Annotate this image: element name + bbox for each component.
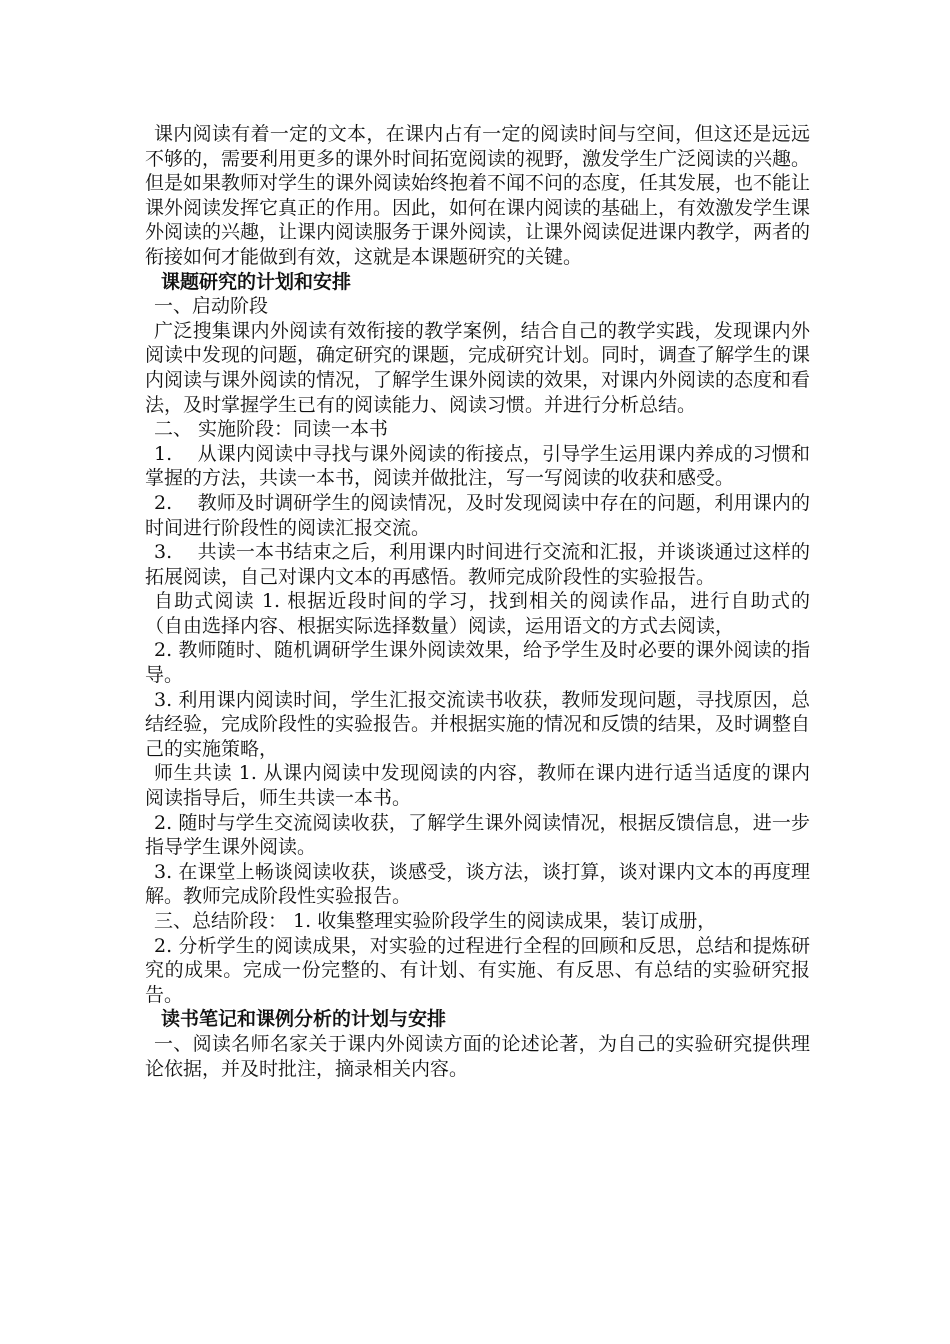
section-heading-research-plan: 课题研究的计划和安排: [161, 270, 352, 293]
stage-two-title: 二、 实施阶段：同读一本书: [154, 418, 389, 441]
stage-two-item-1: 1. 从课内阅读中寻找与课外阅读的衔接点，引导学生运用课内养成的习惯和掌握的方法，共读一本书，阅读并做批注，写一写阅读的收获和感受。: [145, 442, 810, 490]
co-reading-item-2: 2. 随时与学生交流阅读收获，了解学生课外阅读情况，根据反馈信息，进一步指导学生课外阅读。: [145, 811, 810, 859]
notes-plan-item-1: 一、阅读名师名家关于课内外阅读方面的论述论著，为自己的实验研究提供理论依据，并及时批注，摘录相关内容。: [145, 1032, 810, 1080]
co-reading-item-1: 师生共读 1. 从课内阅读中发现阅读的内容，教师在课内进行适当适度的课内阅读指导后，师生共读一本书。: [145, 762, 810, 810]
stage-one-title: 一、启动阶段: [154, 295, 269, 318]
stage-three-item-1: 三、总结阶段： 1. 收集整理实验阶段学生的阅读成果，装订成册，: [154, 910, 717, 932]
stage-two-item-2: 2. 教师及时调研学生的阅读情况，及时发现阅读中存在的问题，利用课内的时间进行阶段性的阅读汇报交流。: [145, 491, 810, 539]
stage-two-item-3: 3. 共读一本书结束之后，利用课内时间进行交流和汇报，并谈谈通过这样的拓展阅读，自己对课内文本的再感悟。教师完成阶段性的实验报告。: [145, 541, 810, 588]
stage-three-item-2: 2. 分析学生的阅读成果，对实验的过程进行全程的回顾和反思，总结和提炼研究的成果。完成一份完整的、有计划、有实施、有反思、有总结的实验研究报告。: [145, 934, 810, 1006]
document-page: [145, 122, 810, 1081]
self-reading-item-1: 自助式阅读 1. 根据近段时间的学习，找到相关的阅读作品，进行自助式的（自由选择内容、根据实际选择数量）阅读，运用语文的方式去阅读，: [145, 590, 810, 637]
intro-paragraph: 课内阅读有着一定的文本，在课内占有一定的阅读时间与空间，但这还是远远不够的，需要利用更多的课外时间拓宽阅读的视野，激发学生广泛阅读的兴趣。但是如果教师对学生的课外阅读始终抱着不闻不问的态度，任其发展，也不能让课外阅读发挥它真正的作用。因此，如何在课内阅读的基础上，有效激发学生课外阅读的兴趣，让课内阅读服务于课外阅读，让课外阅读促进课内教学，两者的衔接如何才能做到有效，这就是本课题研究的关键。: [145, 123, 811, 268]
self-reading-item-3: 3. 利用课内阅读时间，学生汇报交流读书收获，教师发现问题，寻找原因，总结经验，完成阶段性的实验报告。并根据实施的情况和反馈的结果，及时调整自己的实施策略，: [145, 688, 811, 760]
self-reading-item-2: 2. 教师随时、随机调研学生课外阅读效果，给予学生及时必要的课外阅读的指导。: [145, 639, 810, 687]
section-heading-notes-plan: 读书笔记和课例分析的计划与安排: [161, 1008, 447, 1031]
co-reading-item-3: 3. 在课堂上畅谈阅读收获，谈感受，谈方法，谈打算，谈对课内文本的再度理解。教师完成阶段性实验报告。: [145, 860, 810, 908]
stage-one-paragraph: 广泛搜集课内外阅读有效衔接的教学案例，结合自己的教学实践，发现课内外阅读中发现的问题，确定研究的课题，完成研究计划。同时，调查了解学生的课内阅读与课外阅读的情况，了解学生课外阅读的效果，对课内外阅读的态度和看法，及时掌握学生已有的阅读能力、阅读习惯。并进行分析总结。: [145, 319, 811, 416]
